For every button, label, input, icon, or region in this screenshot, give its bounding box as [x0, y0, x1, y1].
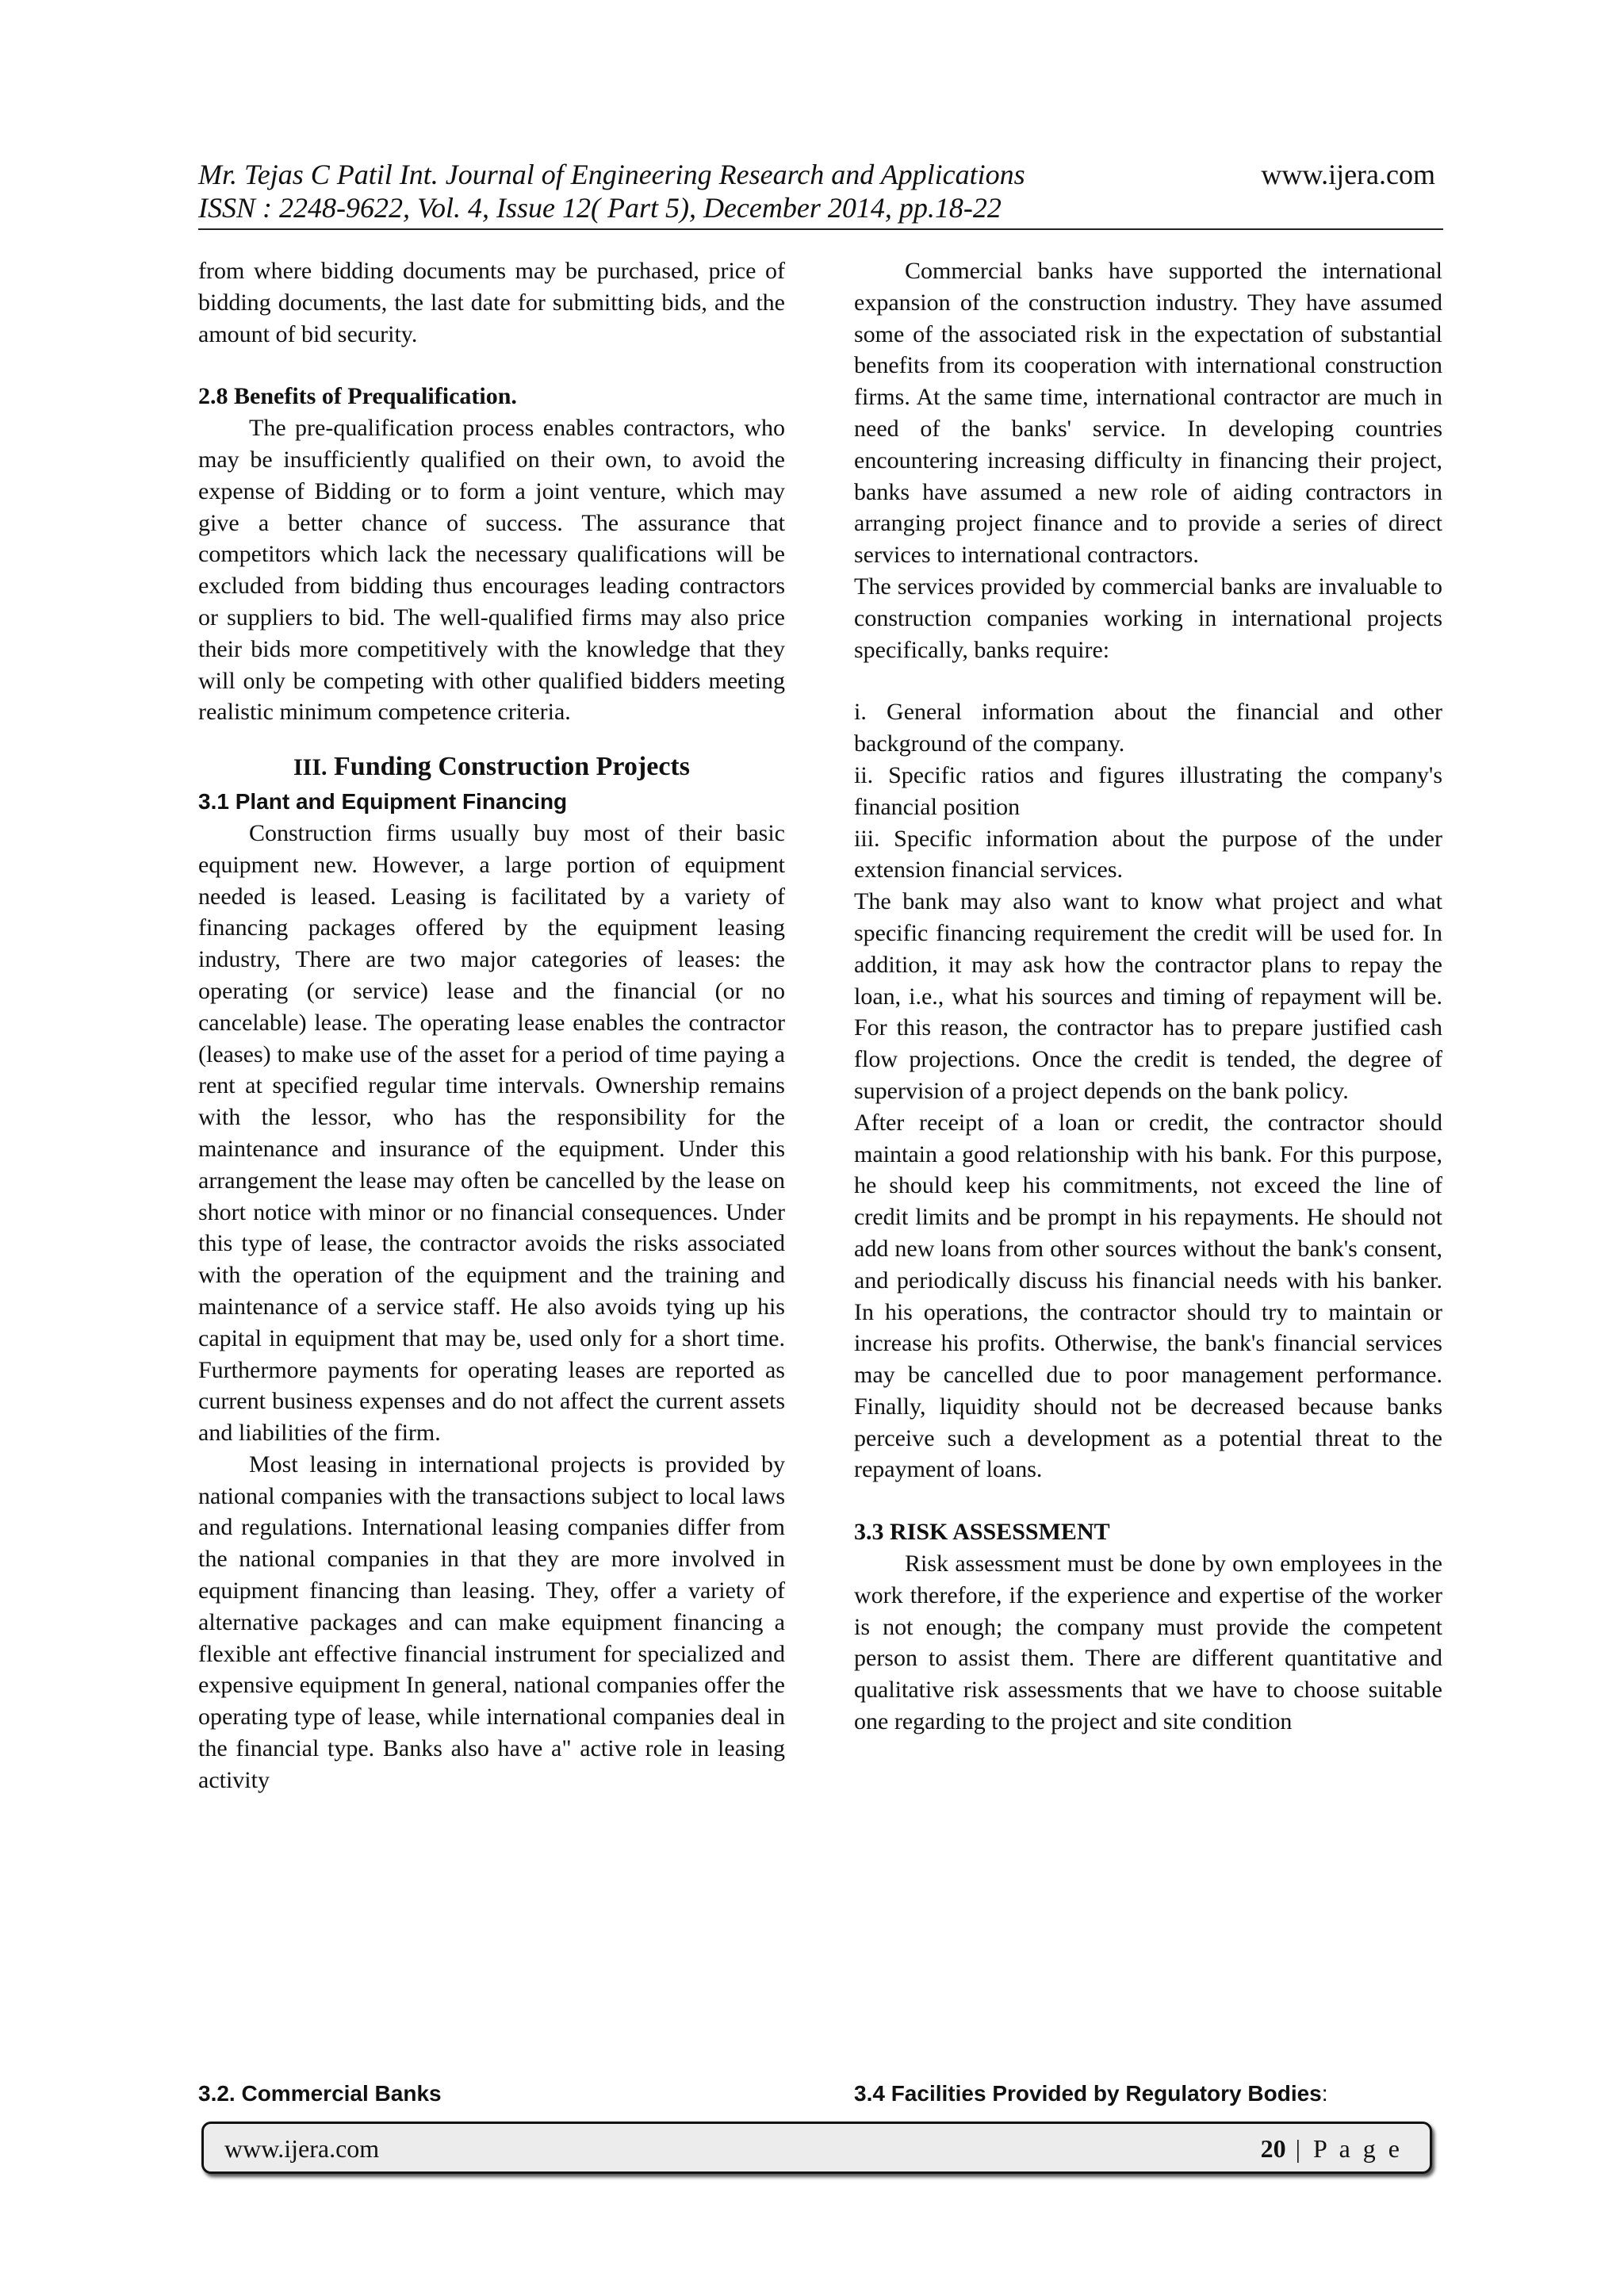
- heading-3-2: 3.2. Commercial Banks: [198, 2081, 442, 2106]
- list-item-ii: ii. Specific ratios and figures illustrating the company's financial position: [854, 761, 1442, 820]
- paragraph-3-3: Risk assessment must be done by own employees in the work therefore, if the experience and expertise of the worker is not enough; the company must provide the competent person to assist them. There are different quantitative and qualitative risk assessments that we have to choose suitable one regarding to the project and site condition: [854, 1550, 1442, 1735]
- heading-3-1: 3.1 Plant and Equipment Financing: [198, 789, 568, 815]
- paragraph-3-1-b: Most leasing in international projects is provided by national companies with the transactions subject to local laws and regulations. International leasing companies differ from the national companies in that they are more involved in equipment financing than leasing. They, offer a variety of alternative packages and can make equipment financing a flexible ant effective financial instrument for specialized and expensive equipment In general, national companies offer the operating type of lease, while international companies deal in the financial type. Banks also have a" active role in leasing activity: [198, 1451, 785, 1793]
- heading-3-4-colon: :: [1321, 2081, 1328, 2106]
- paragraph-continued: from where bidding documents may be purchased, price of bidding documents, the last date for submitting bids, and the amount of bid security.: [198, 258, 785, 347]
- issn-line: ISSN : 2248-9622, Vol. 4, Issue 12( Part 5), December 2014, pp.18-22: [198, 192, 1002, 224]
- page-number: [1261, 2133, 1403, 2164]
- page-footer: [201, 2122, 1432, 2174]
- section-title-text: Funding Construction Projects: [334, 752, 690, 782]
- left-column: [198, 255, 785, 1796]
- heading-3-3: 3.3 RISK ASSESSMENT: [854, 1519, 1110, 1546]
- list-item-i: i. General information about the financial and other background of the company.: [854, 699, 1442, 757]
- paragraph-banks-1: Commercial banks have supported the international expansion of the construction industry. They have assumed some of the associated risk in the expectation of substantial benefits from its cooperation with international construction firms. At the same time, international contractor are much in need of the banks' service. In developing countries encountering increasing difficulty in financing their project, banks have assumed a new role of aiding contractors in arranging project finance and to provide a series of direct services to international contractors.: [854, 258, 1442, 569]
- section-3-title: [198, 749, 785, 786]
- list-item-iii: iii. Specific information about the purpose of the under extension financial services.: [854, 825, 1442, 884]
- heading-2-8: 2.8 Benefits of Prequalification.: [198, 383, 517, 410]
- journal-citation: Mr. Tejas C Patil Int. Journal of Engineering Research and Applications: [198, 159, 1025, 190]
- section-roman-numeral: III.: [293, 754, 327, 781]
- right-column: [854, 255, 1442, 1738]
- paragraph-after-receipt: After receipt of a loan or credit, the contractor should maintain a good relationship with his bank. For this purpose, he should keep his commitments, not exceed the line of credit limits and be prompt in his repayments. He should not add new loans from other sources without the bank's consent, and periodically discuss his financial needs with his banker. In his operations, the contractor should try to maintain or increase his profits. Otherwise, the bank's financial services may be cancelled due to poor management performance. Finally, liquidity should not be decreased because banks perceive such a development as a potential threat to the repayment of loans.: [854, 1109, 1442, 1483]
- heading-3-4-text: 3.4 Facilities Provided by Regulatory Bodies: [854, 2081, 1322, 2106]
- page-label: | P a g e: [1285, 2134, 1403, 2163]
- page-number-value: 20: [1260, 2134, 1286, 2163]
- header-url[interactable]: www.ijera.com: [1261, 159, 1435, 190]
- paragraph-banks-2: The services provided by commercial banks are invaluable to construction companies working in international projects specifically, banks require:: [854, 573, 1442, 663]
- footer-url[interactable]: www.ijera.com: [224, 2134, 380, 2163]
- paragraph-3-1-a: Construction firms usually buy most of their basic equipment new. However, a large portion of equipment needed is leased. Leasing is facilitated by a variety of financing packages offered by the equipment leasing industry, There are two major categories of leases: the operating (or service) lease and the financial (or no cancelable) lease. The operating lease enables the contractor (leases) to make use of the asset for a period of time paying a rent at specified regular time intervals. Ownership remains with the lessor, who has the responsibility for the maintenance and insurance of the equipment. Under this arrangement the lease may often be cancelled by the lease on short notice with minor or no financial consequences. Under this type of lease, the contractor avoids the risks associated with the operation of the equipment and the training and maintenance of a service staff. He also avoids tying up his capital in equipment that may be, used only for a short time. Furthermore payments for operating leases are reported as current business expenses and do not affect the current assets and liabilities of the firm.: [198, 819, 785, 1447]
- heading-3-4: [854, 2078, 1328, 2110]
- paragraph-bank-know: The bank may also want to know what project and what specific financing requirement the credit will be used for. In addition, it may ask how the contractor plans to repay the loan, i.e., what his sources and timing of repayment will be. For this reason, the contractor has to prepare justified cash flow projections. Once the credit is tended, the degree of supervision of a project depends on the bank policy.: [854, 888, 1442, 1104]
- paragraph-2-8: The pre-qualification process enables contractors, who may be insufficiently qualified on their own, to avoid the expense of Bidding or to form a joint venture, which may give a better chance of success. The assurance that competitors which lack the necessary qualifications will be excluded from bidding thus encourages leading contractors or suppliers to bid. The well-qualified firms may also price their bids more competitively with the knowledge that they will only be competing with other qualified bidders meeting realistic minimum competence criteria.: [198, 415, 785, 726]
- page-header: [198, 152, 1443, 230]
